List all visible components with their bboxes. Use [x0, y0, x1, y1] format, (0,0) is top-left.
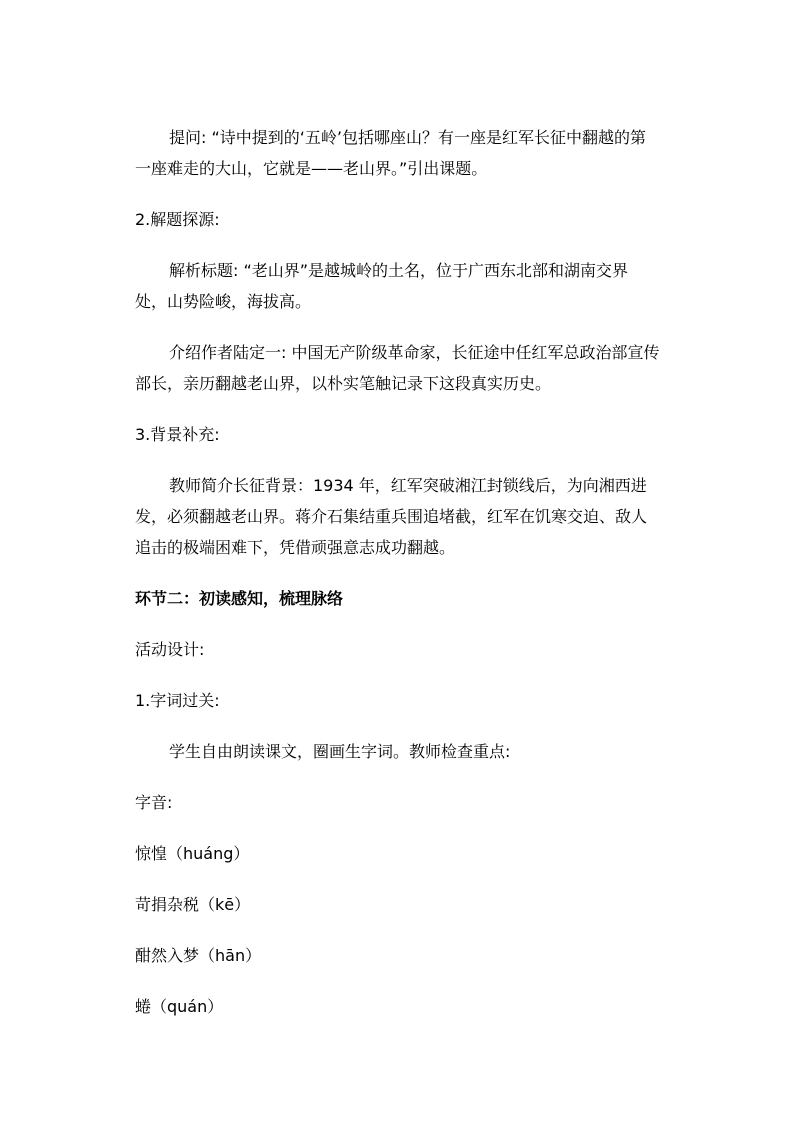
section-heading-stage-two: 环节二：初读感知，梳理脉络 — [135, 589, 344, 608]
section-title-background: 3.背景补充: — [135, 425, 220, 444]
paragraph-author-intro: 介绍作者陆定一: 中国无产阶级革命家，长征途中任红军总政治部宣传部长，亲历翻越老山界，以朴实笔触记录下这段真实历史。 — [135, 343, 660, 393]
paragraph-title-explanation: 解析标题: “老山界”是越城岭的土名，位于广西东北部和湖南交界处，山势险峻，海拔高。 — [135, 261, 629, 311]
paragraph-background: 教师简介长征背景：1934 年，红军突破湘江封锁线后，为向湘西进发，必须翻越老山界。蒋介石集结重兵围追堵截，红军在饥寒交迫、敌人追击的极端困难下，凭借顽强意志成功翻越。 — [135, 476, 648, 557]
section-title-vocabulary: 1.字词过关: — [135, 691, 220, 710]
vocab-item: 苛捐杂税（kē） — [135, 895, 251, 914]
section-title-title-analysis: 2.解题探源: — [135, 210, 220, 229]
pronunciation-label: 字音: — [135, 793, 173, 812]
activity-design-label: 活动设计: — [135, 640, 205, 659]
vocab-item: 酣然入梦（hān） — [135, 946, 262, 965]
paragraph-reading-instruction: 学生自由朗读课文，圈画生字词。教师检查重点: — [169, 742, 511, 761]
paragraph-intro-question: 提问: “诗中提到的‘五岭’包括哪座山？有一座是红军长征中翻越的第一座难走的大山，它就是——老山界。”引出课题。 — [135, 128, 646, 178]
vocab-item: 惊惶（huáng） — [135, 844, 250, 863]
vocab-item: 蜷（quán） — [135, 997, 224, 1016]
document-body — [135, 122, 660, 1042]
